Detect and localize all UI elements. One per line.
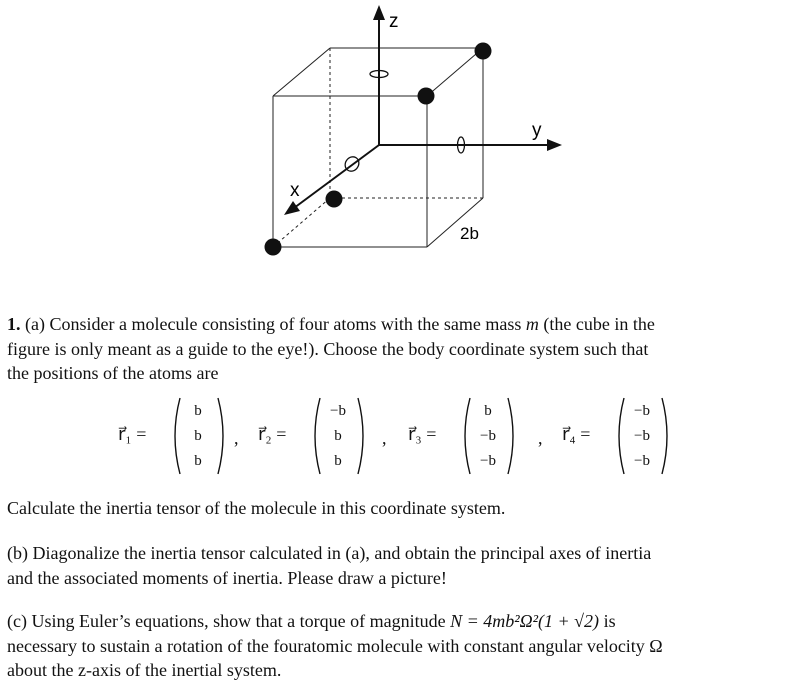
vector-entries <box>178 399 218 474</box>
vector-entries <box>468 399 508 474</box>
right-paren <box>216 396 230 476</box>
part-a-line1-tail: (the cube in the <box>543 314 655 334</box>
entry-z: −b <box>634 453 650 469</box>
part-b <box>7 541 799 590</box>
vector-entries <box>318 399 358 474</box>
part-c-line2: necessary to sustain a rotation of the fouratomic molecule with constant angular velocity Ω <box>7 635 663 656</box>
vector-name: r⃗₄ <box>562 424 576 444</box>
comma: , <box>234 428 239 448</box>
equals-sign: = <box>136 424 147 444</box>
comma: , <box>382 428 387 448</box>
part-a-line3: the positions of the atoms are <box>7 363 219 383</box>
atom-2 <box>418 88 435 105</box>
entry-x: −b <box>634 403 650 419</box>
part-b-line1: (b) Diagonalize the inertia tensor calculated in (a), and obtain the principal axes of inertia <box>7 543 652 563</box>
part-c <box>7 609 799 683</box>
part-c-line1-start: (c) Using Euler’s equations, show that a torque of magnitude <box>7 611 446 631</box>
vector-name: r⃗₁ <box>118 424 132 444</box>
entry-y: b <box>334 428 342 444</box>
edge-length-label: 2b <box>460 224 479 243</box>
entry-z: b <box>194 453 202 469</box>
entry-y: −b <box>634 428 650 444</box>
vector-name: r⃗₂ <box>258 424 272 444</box>
y-axis-arrowhead <box>547 139 562 151</box>
entry-x: b <box>484 403 492 419</box>
atom-3 <box>326 191 343 208</box>
x-axis-label: x <box>290 180 300 201</box>
equals-sign: = <box>276 424 287 444</box>
entry-z: −b <box>480 453 496 469</box>
part-a-label: (a) <box>25 314 45 334</box>
atom-4 <box>265 239 282 256</box>
atom-1 <box>475 43 492 60</box>
position-vectors <box>0 396 804 476</box>
part-a-line1: Consider a molecule consisting of four atoms with the same mass <box>49 314 522 334</box>
torque-formula: N = 4mb²Ω²(1 + √2) <box>450 611 600 631</box>
entry-y: b <box>194 428 202 444</box>
equals-sign: = <box>426 424 437 444</box>
entry-y: −b <box>480 428 496 444</box>
part-c-line1-end: is <box>603 611 616 631</box>
coordinate-axes <box>284 5 562 215</box>
part-a-task-text: Calculate the inertia tensor of the molecule in this coordinate system. <box>7 498 506 518</box>
equals-sign: = <box>580 424 591 444</box>
x-axis-arrowhead <box>284 201 300 215</box>
z-axis-label: z <box>389 11 399 32</box>
right-paren <box>356 396 370 476</box>
entry-x: b <box>194 403 202 419</box>
y-axis-label: y <box>532 120 542 141</box>
problem-number: 1. <box>7 314 21 334</box>
vector-entries <box>622 399 662 474</box>
entry-x: −b <box>330 403 346 419</box>
part-b-line2: and the associated moments of inertia. Please draw a picture! <box>7 567 447 588</box>
right-paren <box>660 396 674 476</box>
part-a-intro <box>7 312 799 386</box>
right-paren <box>506 396 520 476</box>
part-a-line2: figure is only meant as a guide to the eye!). Choose the body coordinate system such that <box>7 338 649 359</box>
comma: , <box>538 428 543 448</box>
mass-symbol: m <box>525 314 539 334</box>
cube-figure <box>0 0 804 300</box>
z-axis-arrowhead <box>373 5 385 20</box>
part-a-task <box>7 496 799 521</box>
part-c-line3: about the z-axis of the inertial system. <box>7 660 282 680</box>
vector-name: r⃗₃ <box>408 424 422 444</box>
entry-z: b <box>334 453 342 469</box>
